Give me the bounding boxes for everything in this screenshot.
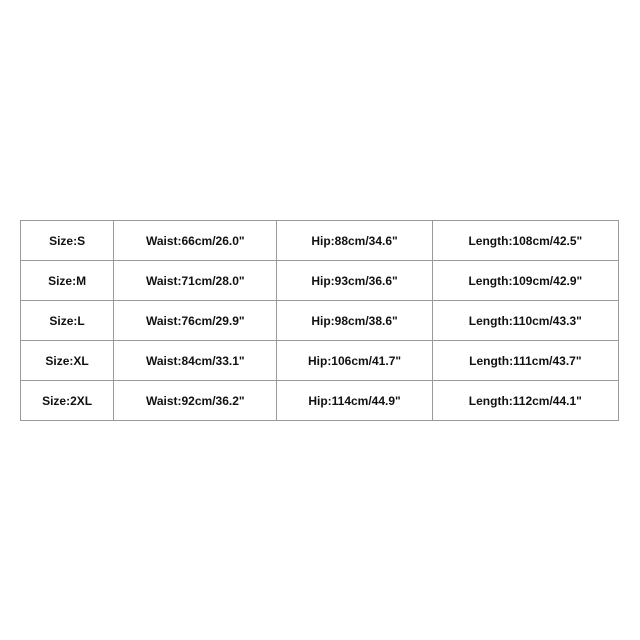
waist-cell: Waist:84cm/33.1": [114, 341, 277, 381]
waist-cell: Waist:92cm/36.2": [114, 381, 277, 421]
size-cell: Size:S: [21, 221, 114, 261]
table-row: [21, 341, 619, 381]
length-cell: Length:111cm/43.7": [432, 341, 618, 381]
hip-cell: Hip:93cm/36.6": [277, 261, 432, 301]
table-row: [21, 221, 619, 261]
hip-cell: Hip:114cm/44.9": [277, 381, 432, 421]
length-cell: Length:112cm/44.1": [432, 381, 618, 421]
table-row: [21, 301, 619, 341]
hip-cell: Hip:88cm/34.6": [277, 221, 432, 261]
length-cell: Length:110cm/43.3": [432, 301, 618, 341]
length-cell: Length:109cm/42.9": [432, 261, 618, 301]
size-cell: Size:XL: [21, 341, 114, 381]
size-cell: Size:L: [21, 301, 114, 341]
waist-cell: Waist:76cm/29.9": [114, 301, 277, 341]
hip-cell: Hip:106cm/41.7": [277, 341, 432, 381]
hip-cell: Hip:98cm/38.6": [277, 301, 432, 341]
length-cell: Length:108cm/42.5": [432, 221, 618, 261]
waist-cell: Waist:71cm/28.0": [114, 261, 277, 301]
table-row: [21, 381, 619, 421]
size-cell: Size:2XL: [21, 381, 114, 421]
table-row: [21, 261, 619, 301]
waist-cell: Waist:66cm/26.0": [114, 221, 277, 261]
size-chart-table: [20, 220, 619, 421]
size-cell: Size:M: [21, 261, 114, 301]
